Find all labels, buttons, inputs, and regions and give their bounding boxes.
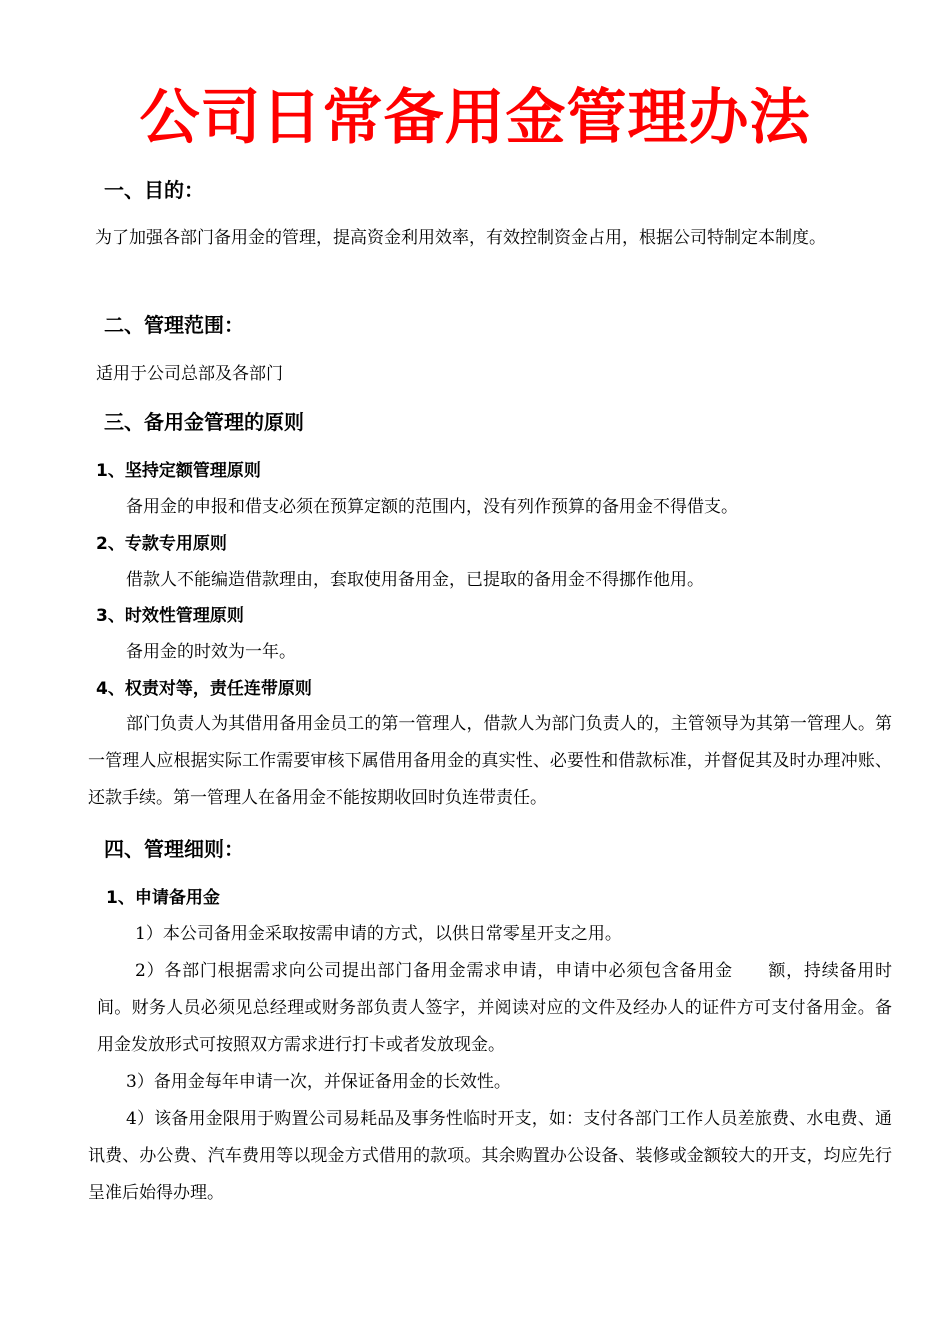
principle-heading-4: 4、权责对等，责任连带原则	[96, 679, 312, 699]
document-title: 公司日常备用金管理办法	[139, 83, 811, 153]
rule-heading-1: 1、申请备用金	[106, 888, 220, 908]
rule-point-3: 3）备用金每年申请一次，并保证备用金的长效性。	[126, 1072, 511, 1092]
paragraph-purpose: 为了加强各部门备用金的管理，提高资金利用效率，有效控制资金占用，根据公司特制定本制度。	[95, 228, 826, 248]
paragraph-scope: 适用于公司总部及各部门	[96, 364, 283, 384]
rule-point-4: 4）该备用金限用于购置公司易耗品及事务性临时开支，如：支付各部门工作人员差旅费、水电费、通讯费、办公费、汽车费用等以现金方式借用的款项。其余购置办公设备、装修或金额较大的开支，均应先行呈准后始得办理。	[88, 1109, 892, 1203]
principle-text-2: 借款人不能编造借款理由，套取使用备用金，已提取的备用金不得挪作他用。	[126, 570, 704, 590]
section-heading-rules: 四、管理细则：	[104, 837, 244, 861]
principle-heading-1: 1、坚持定额管理原则	[96, 461, 261, 481]
rule-point-2: 2）各部门根据需求向公司提出部门备用金需求申请，申请中必须包含备用金 额，持续备用时间。财务人员必须见总经理或财务部负责人签字，并阅读对应的文件及经办人的证件方可支付备用金。备用金发放形式可按照双方需求进行打卡或者发放现金。	[97, 961, 892, 1055]
principle-text-4: 部门负责人为其借用备用金员工的第一管理人，借款人为部门负责人的，主管领导为其第一管理人。第一管理人应根据实际工作需要审核下属借用备用金的真实性、必要性和借款标准，并督促其及时办理冲账、还款手续。第一管理人在备用金不能按期收回时负连带责任。	[88, 714, 892, 808]
section-heading-purpose: 一、目的：	[104, 178, 204, 202]
section-heading-principles: 三、备用金管理的原则	[104, 410, 304, 434]
principle-heading-3: 3、时效性管理原则	[96, 606, 244, 626]
principle-text-3: 备用金的时效为一年。	[126, 642, 296, 662]
principle-text-1: 备用金的申报和借支必须在预算定额的范围内，没有列作预算的备用金不得借支。	[126, 497, 738, 517]
section-heading-scope: 二、管理范围：	[104, 313, 244, 337]
principle-heading-2: 2、专款专用原则	[96, 534, 227, 554]
rule-point-1: 1）本公司备用金采取按需申请的方式，以供日常零星开支之用。	[135, 924, 622, 944]
